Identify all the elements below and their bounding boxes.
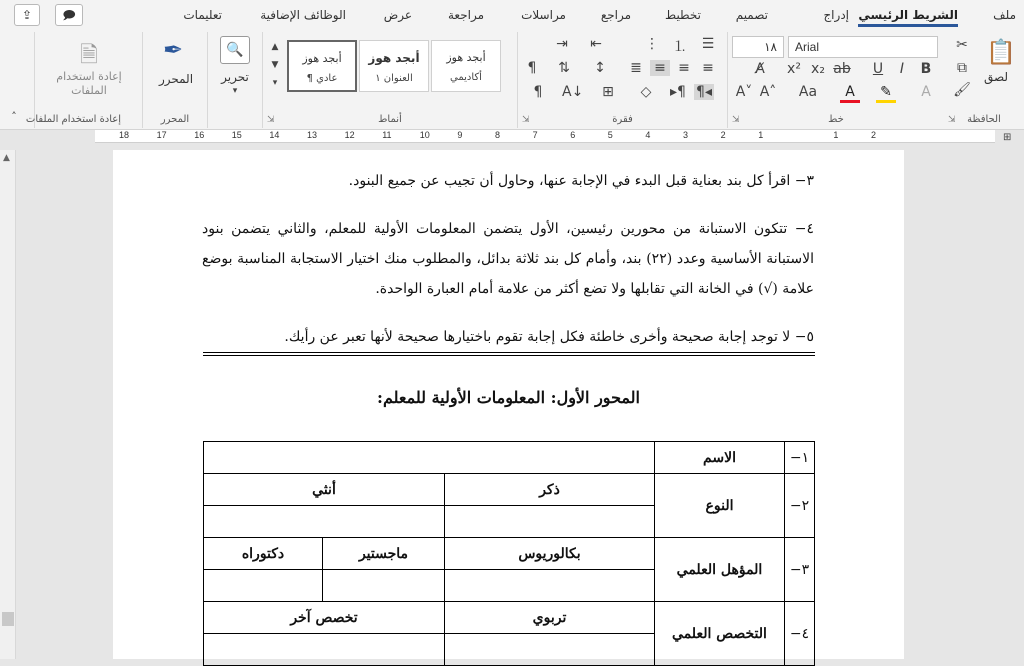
- clear-format-icon[interactable]: A̸: [755, 61, 765, 77]
- table-row: [204, 602, 815, 634]
- ruler-number: 4: [645, 130, 651, 140]
- italic-icon[interactable]: I: [899, 61, 905, 77]
- strikethrough-icon[interactable]: ab: [833, 61, 851, 77]
- ruler-number: 8: [495, 130, 501, 140]
- style-academic-name: أكاديمي: [450, 72, 482, 83]
- increase-indent-icon[interactable]: ⇥: [556, 36, 568, 52]
- group-clipboard-label: الحافظة: [967, 114, 1001, 125]
- editor-button[interactable]: المحرر: [158, 72, 194, 86]
- highlight-icon[interactable]: ✎: [876, 84, 896, 103]
- table-row: [204, 538, 815, 570]
- pilcrow-icon[interactable]: ¶: [533, 84, 543, 100]
- ruler-number: 12: [344, 130, 355, 140]
- show-marks-icon[interactable]: ¶: [527, 60, 537, 76]
- vertical-scrollbar[interactable]: [0, 150, 16, 659]
- collapse-ribbon-icon[interactable]: ˄: [11, 110, 17, 123]
- group-editor-label: المحرر: [160, 114, 190, 125]
- row-label: التخصص العلمي: [655, 602, 785, 666]
- styles-down-icon[interactable]: ▼: [271, 60, 279, 70]
- ruler-number: 10: [419, 130, 430, 140]
- tab-home[interactable]: الشريط الرئيسي: [858, 8, 958, 27]
- document-page[interactable]: [113, 150, 904, 659]
- tab-insert[interactable]: إدراج: [823, 8, 849, 22]
- ruler-number: 18: [119, 130, 130, 140]
- style-heading1[interactable]: [359, 40, 429, 92]
- copy-icon[interactable]: ⧉: [957, 60, 967, 76]
- row-number: ٤−: [785, 602, 815, 666]
- paste-label[interactable]: لصق: [984, 70, 1009, 84]
- table-row: [204, 474, 815, 506]
- row-label: الاسم: [655, 442, 785, 474]
- tab-view[interactable]: عرض: [383, 8, 412, 22]
- paste-icon[interactable]: 📋: [986, 38, 1016, 66]
- double-rule: [203, 352, 815, 356]
- styles-more-icon[interactable]: ▾: [272, 78, 278, 88]
- instruction-3: ٣− اقرأ كل بند بعناية قبل البدء في الإجابة عنها، وحاول أن تجيب عن جميع البنود.: [348, 173, 814, 189]
- styles-up-icon[interactable]: ▲: [271, 42, 279, 52]
- scroll-up-icon[interactable]: ▲: [3, 153, 10, 163]
- answer-cell[interactable]: [204, 442, 655, 474]
- comments-icon[interactable]: 🗩: [55, 4, 83, 26]
- font-size-box[interactable]: ١٨: [732, 36, 784, 58]
- ruler-number: 5: [607, 130, 613, 140]
- ruler-number: 16: [194, 130, 205, 140]
- sort-icon[interactable]: ⇅: [558, 60, 570, 76]
- multilevel-list-icon[interactable]: ⋮: [645, 36, 659, 52]
- justify-icon[interactable]: ≣: [630, 60, 642, 76]
- group-reuse-label: إعادة استخدام الملفات: [25, 114, 122, 125]
- ruler-number: 2: [871, 130, 877, 140]
- ribbon: [0, 0, 1024, 130]
- row-number: ٢−: [785, 474, 815, 538]
- ruler[interactable]: [95, 130, 995, 143]
- ruler-number: 6: [570, 130, 576, 140]
- styles-launcher-icon[interactable]: ⇲: [267, 115, 275, 125]
- axis-title: المحور الأول: المعلومات الأولية للمعلم:: [377, 388, 640, 407]
- ltr-icon[interactable]: ▸¶: [670, 84, 686, 100]
- group-editing: [207, 32, 262, 128]
- ruler-number: 17: [156, 130, 167, 140]
- group-clipboard: [944, 32, 1024, 128]
- style-academic-preview: أبجد هوز: [446, 51, 486, 64]
- group-reuse-files: [25, 32, 142, 128]
- group-paragraph-label: فقرة: [612, 114, 633, 125]
- subscript-icon[interactable]: x₂: [811, 61, 825, 77]
- check-cell[interactable]: [323, 570, 445, 602]
- underline-icon[interactable]: U: [872, 61, 884, 77]
- align-right-icon[interactable]: ≡: [702, 60, 714, 76]
- teacher-info-table: [203, 441, 815, 666]
- style-normal[interactable]: [287, 40, 357, 92]
- align-left-icon[interactable]: ≡: [650, 60, 670, 76]
- style-heading1-name: العنوان ١: [375, 73, 413, 84]
- line-spacing-icon[interactable]: ↕: [594, 60, 606, 76]
- option-cell: تربوي: [445, 602, 655, 634]
- check-cell[interactable]: [445, 570, 655, 602]
- editing-dropdown-icon[interactable]: ▾: [232, 86, 238, 96]
- editor-icon[interactable]: ✒: [163, 36, 184, 64]
- check-cell[interactable]: [204, 634, 445, 666]
- tab-design[interactable]: تصميم: [735, 8, 768, 22]
- reuse-files-button[interactable]: إعادة استخدام الملفات: [56, 70, 122, 97]
- group-paragraph: [517, 32, 727, 128]
- row-number: ١−: [785, 442, 815, 474]
- grow-font-icon[interactable]: A˄: [759, 84, 777, 100]
- font-name-box[interactable]: Arial: [788, 36, 938, 58]
- tab-help[interactable]: تعليمات: [183, 8, 222, 22]
- paragraph-launcher-icon[interactable]: ⇲: [522, 115, 530, 125]
- numbering-icon[interactable]: ⒈: [673, 39, 687, 55]
- style-normal-preview: أبجد هوز: [302, 52, 342, 65]
- ribbon-tabs: [0, 0, 1024, 32]
- align-center-icon[interactable]: ≡: [678, 60, 690, 76]
- tab-review[interactable]: مراجعة: [447, 8, 484, 22]
- tab-file[interactable]: ملف: [993, 8, 1016, 22]
- change-case-icon[interactable]: Aa: [798, 84, 818, 100]
- borders-icon[interactable]: ⊞: [602, 84, 614, 100]
- option-cell: تخصص آخر: [204, 602, 445, 634]
- row-label: النوع: [655, 474, 785, 538]
- tab-references[interactable]: مراجع: [600, 8, 631, 22]
- editing-label-btn[interactable]: تحرير: [221, 70, 249, 84]
- rtl-icon[interactable]: ¶◂: [694, 84, 714, 100]
- format-painter-icon[interactable]: 🖌: [953, 82, 971, 98]
- ruler-number: 9: [457, 130, 463, 140]
- decrease-indent-icon[interactable]: ⇤: [590, 36, 602, 52]
- instruction-4: ٤− تتكون الاستبانة من محورين رئيسين، الأول يتضمن المعلومات الأولية للمعلم، والثاني يتضمن بنود الاستبانة الأساسية وعدد (٢٢) بند، وأمام كل بند ثلاثة بدائل، والمطلوب منك اختيار الاستجابة المناسبة بوضع علامة (√) في الخانة التي تقابلها ولا تضع أكثر من علامة أمام العبارة الواحدة.: [202, 221, 815, 297]
- tab-layout[interactable]: تخطيط: [665, 8, 701, 22]
- option-cell: بكالوريوس: [445, 538, 655, 570]
- bold-icon[interactable]: B: [920, 61, 932, 77]
- font-color-icon[interactable]: A: [840, 84, 860, 103]
- check-cell[interactable]: [445, 506, 655, 538]
- ruler-number: 15: [231, 130, 242, 140]
- style-normal-name: ¶ عادي: [306, 73, 338, 84]
- group-styles-label: أنماط: [378, 114, 402, 125]
- table-row: [204, 442, 815, 474]
- group-font-label: خط: [828, 114, 844, 125]
- ruler-number: 2: [720, 130, 726, 140]
- bullets-icon[interactable]: ☰: [701, 36, 715, 52]
- row-number: ٣−: [785, 538, 815, 602]
- tab-addins[interactable]: الوظائف الإضافية: [260, 8, 346, 22]
- group-styles: [262, 32, 517, 128]
- cut-icon[interactable]: ✂: [956, 37, 968, 53]
- sort-az-icon[interactable]: A↓: [562, 84, 584, 100]
- row-label: المؤهل العلمي: [655, 538, 785, 602]
- text-effects-icon[interactable]: A: [921, 84, 931, 100]
- ruler-number: 1: [833, 130, 839, 140]
- group-font: [727, 32, 944, 128]
- option-cell: ذكر: [445, 474, 655, 506]
- group-editor: [142, 32, 207, 128]
- style-heading1-preview: أبجد هوز: [368, 51, 420, 65]
- option-cell: دكتوراه: [204, 538, 323, 570]
- check-cell[interactable]: [204, 570, 323, 602]
- ruler-number: 11: [382, 130, 392, 140]
- ruler-number: 1: [758, 130, 764, 140]
- option-cell: أنثي: [204, 474, 445, 506]
- style-academic[interactable]: [431, 40, 501, 92]
- find-icon[interactable]: 🔍: [220, 36, 250, 64]
- option-cell: ماجستير: [323, 538, 445, 570]
- reuse-files-icon[interactable]: 🗎: [80, 43, 98, 68]
- tab-mailings[interactable]: مراسلات: [521, 8, 566, 22]
- shrink-font-icon[interactable]: A˅: [735, 84, 753, 100]
- instruction-5: ٥− لا توجد إجابة صحيحة وأخرى خاطئة فكل إجابة تقوم باختيارها صحيحة لأنها تعبر عن رأيك.: [284, 329, 814, 345]
- clipboard-launcher-icon[interactable]: ⇲: [948, 115, 956, 125]
- shading-icon[interactable]: ◇: [640, 84, 652, 100]
- ruler-number: 7: [532, 130, 538, 140]
- check-cell[interactable]: [445, 634, 655, 666]
- ruler-tab-icon[interactable]: ⊞: [1003, 132, 1012, 143]
- ruler-number: 13: [307, 130, 318, 140]
- share-icon[interactable]: ⇪: [14, 4, 40, 26]
- check-cell[interactable]: [204, 506, 445, 538]
- scroll-thumb[interactable]: [2, 612, 14, 626]
- ruler-number: 3: [683, 130, 689, 140]
- ruler-number: 14: [269, 130, 280, 140]
- font-launcher-icon[interactable]: ⇲: [732, 115, 740, 125]
- superscript-icon[interactable]: x²: [787, 61, 801, 77]
